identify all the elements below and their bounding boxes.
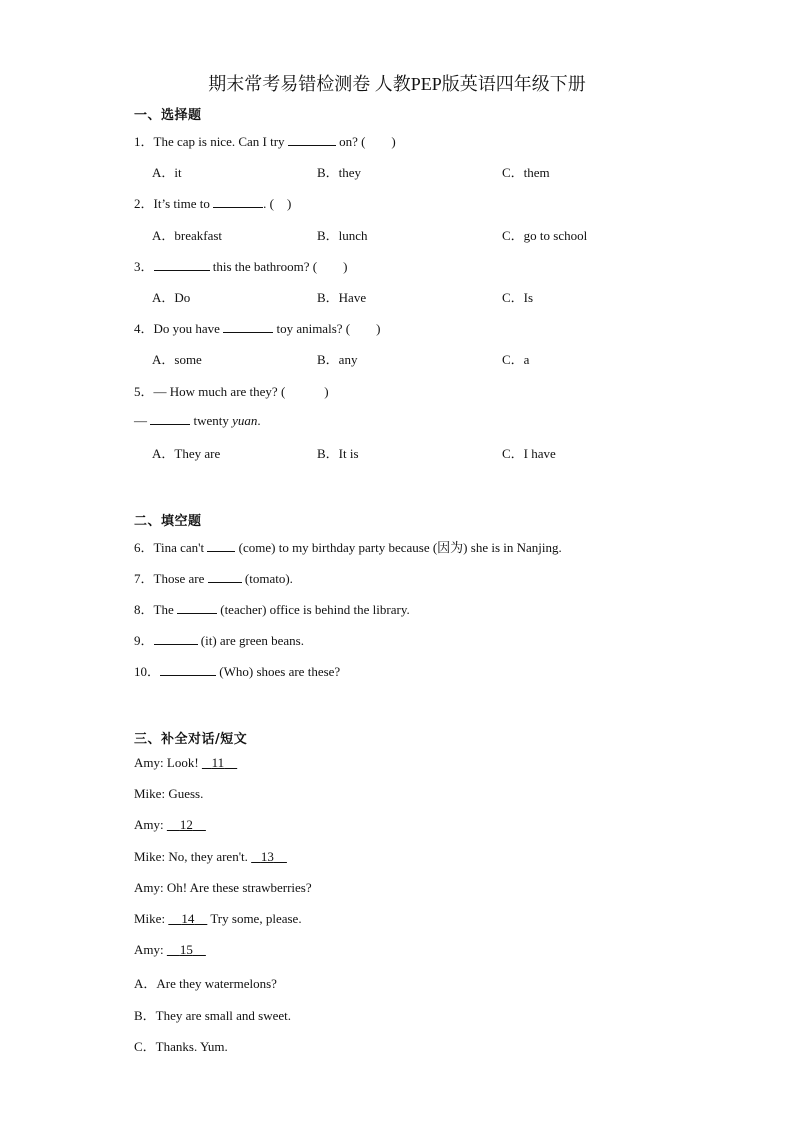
blank-number: 11 bbox=[211, 755, 225, 770]
choice-c: C．Thanks. Yum. bbox=[134, 1039, 228, 1054]
option-b: B．any bbox=[317, 352, 358, 367]
blank-number: 12 bbox=[179, 817, 193, 832]
dialog-line bbox=[134, 849, 287, 865]
dialog-line bbox=[134, 911, 302, 927]
question-text: on? ( ) bbox=[335, 134, 396, 149]
period: . bbox=[257, 413, 261, 428]
page-title: 期末常考易错检测卷 人教PEP版英语四年级下册 bbox=[208, 74, 586, 94]
answer-blank bbox=[207, 539, 235, 552]
question-number: 8． bbox=[134, 602, 154, 617]
option-c: C．I have bbox=[502, 446, 556, 461]
dialog-text: Try some, please. bbox=[207, 911, 302, 926]
dialog-text: No, they aren't. bbox=[165, 849, 252, 864]
dialog-line bbox=[134, 880, 312, 896]
answer-blank bbox=[150, 412, 190, 425]
option-a: A．some bbox=[152, 352, 202, 367]
choice-a: A．Are they watermelons? bbox=[134, 976, 277, 991]
answer-blank bbox=[154, 258, 210, 271]
blank-number: 13 bbox=[260, 849, 274, 864]
question-text: — How much are they? ( ) bbox=[153, 384, 329, 399]
question-text: (Who) shoes are these? bbox=[216, 664, 341, 679]
option-a: A．They are bbox=[152, 446, 221, 461]
question-text: Do you have bbox=[153, 321, 224, 336]
answer-blank bbox=[213, 195, 263, 208]
answer-blank bbox=[208, 570, 242, 583]
section-heading-choice: 一、选择题 bbox=[134, 108, 202, 123]
question-number: 5． bbox=[134, 384, 154, 399]
option-a: A．it bbox=[152, 165, 182, 180]
answer-blank bbox=[154, 632, 198, 645]
question-text: twenty bbox=[190, 413, 233, 428]
question-5 bbox=[134, 381, 329, 400]
question-number: 4． bbox=[134, 321, 154, 336]
question-2 bbox=[134, 193, 291, 212]
question-text: The cap is nice. Can I try bbox=[153, 134, 288, 149]
speaker: Amy: bbox=[134, 817, 164, 832]
speaker: Mike: bbox=[134, 786, 166, 801]
option-c: C．a bbox=[502, 352, 530, 367]
question-text: It’s time to bbox=[153, 196, 214, 211]
numbered-blank bbox=[202, 755, 237, 770]
question-3 bbox=[134, 256, 347, 275]
speaker: Mike: bbox=[134, 849, 166, 864]
dialog-line bbox=[134, 942, 206, 958]
question-number: 7． bbox=[134, 571, 154, 586]
speaker: Amy: bbox=[134, 880, 164, 895]
italic-word: yuan bbox=[232, 413, 258, 428]
option-b: B．lunch bbox=[317, 228, 368, 243]
question-text: (come) to my birthday party because (因为) she is in Nanjing. bbox=[235, 540, 562, 555]
question-text: (teacher) office is behind the library. bbox=[216, 602, 410, 617]
dash: — bbox=[134, 413, 151, 428]
question-text: this the bathroom? ( ) bbox=[209, 259, 348, 274]
speaker: Mike: bbox=[134, 911, 166, 926]
question-4 bbox=[134, 318, 380, 337]
speaker: Amy: bbox=[134, 755, 164, 770]
option-c: C．Is bbox=[502, 290, 534, 305]
answer-blank bbox=[177, 601, 217, 614]
blank-number: 15 bbox=[179, 942, 193, 957]
dialog-text: Look! bbox=[163, 755, 202, 770]
answer-blank bbox=[160, 663, 216, 676]
answer-blank bbox=[223, 320, 273, 333]
question-number: 9． bbox=[134, 633, 154, 648]
numbered-blank bbox=[168, 911, 207, 926]
question-6 bbox=[134, 537, 562, 556]
answer-blank bbox=[288, 133, 336, 146]
option-a: A．breakfast bbox=[152, 228, 223, 243]
question-text: (tomato). bbox=[241, 571, 293, 586]
question-text: The bbox=[153, 602, 177, 617]
option-c: C．go to school bbox=[502, 228, 588, 243]
dialog-line bbox=[134, 817, 206, 833]
question-text: toy animals? ( ) bbox=[273, 321, 381, 336]
numbered-blank bbox=[251, 849, 287, 864]
option-a: A．Do bbox=[152, 290, 191, 305]
question-number: 10． bbox=[134, 664, 161, 679]
question-10 bbox=[134, 661, 340, 680]
dialog-text: Guess. bbox=[165, 786, 204, 801]
option-b: B．they bbox=[317, 165, 362, 180]
dialog-line bbox=[134, 755, 237, 771]
question-5-line-2 bbox=[134, 412, 261, 429]
question-9 bbox=[134, 630, 304, 649]
speaker: Amy: bbox=[134, 942, 164, 957]
section-heading-dialog: 三、补全对话/短文 bbox=[134, 732, 248, 747]
numbered-blank bbox=[167, 817, 206, 832]
choice-b: B．They are small and sweet. bbox=[134, 1008, 292, 1023]
option-b: B．It is bbox=[317, 446, 359, 461]
blank-number: 14 bbox=[181, 911, 195, 926]
question-number: 1． bbox=[134, 134, 154, 149]
question-number: 6． bbox=[134, 540, 154, 555]
question-1 bbox=[134, 131, 396, 150]
dialog-line bbox=[134, 786, 203, 802]
question-number: 3． bbox=[134, 259, 154, 274]
question-number: 2． bbox=[134, 196, 154, 211]
question-text: . ( ) bbox=[263, 196, 292, 211]
question-8 bbox=[134, 599, 410, 618]
question-7 bbox=[134, 568, 293, 587]
section-heading-fill: 二、填空题 bbox=[134, 514, 202, 529]
option-b: B．Have bbox=[317, 290, 367, 305]
question-text: (it) are green beans. bbox=[197, 633, 304, 648]
dialog-text: Oh! Are these strawberries? bbox=[163, 880, 312, 895]
numbered-blank bbox=[167, 942, 206, 957]
option-c: C．them bbox=[502, 165, 550, 180]
question-text: Those are bbox=[153, 571, 208, 586]
question-text: Tina can't bbox=[153, 540, 208, 555]
